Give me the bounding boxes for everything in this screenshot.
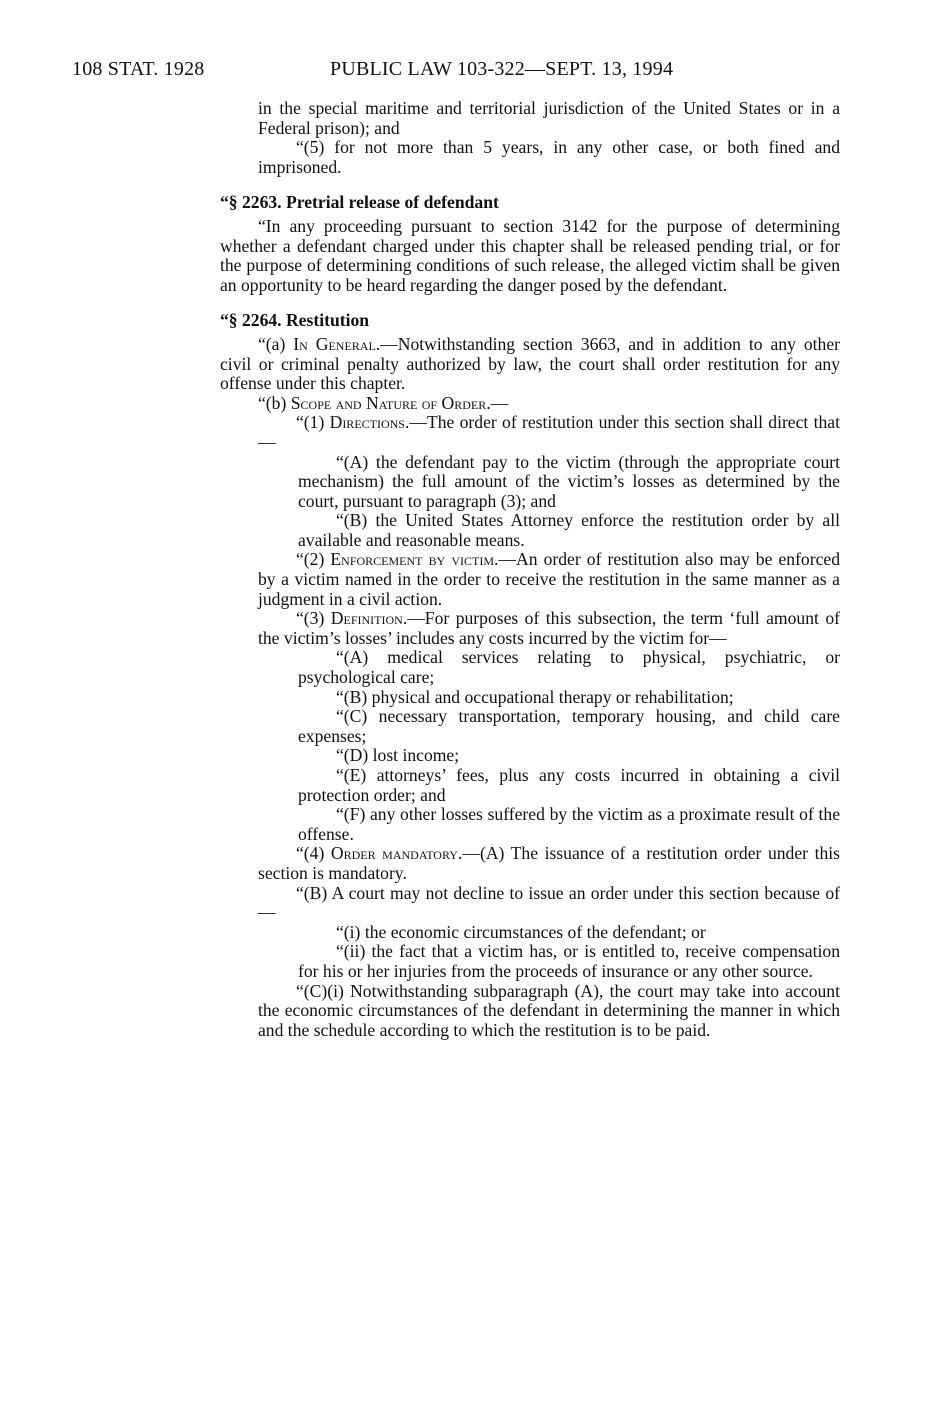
- paragraph-caption: Definition: [330, 608, 403, 629]
- paragraph-text: .—For purposes of this subsection, the term ‘full amount of the victim’s losses’ includes any costs incurred by the victim for—: [258, 608, 840, 648]
- paragraph-caption: In General: [293, 333, 376, 354]
- paragraph-continuation: in the special maritime and territorial jurisdiction of the United States or in a Federal prison); and: [258, 98, 840, 138]
- paragraph-item-5: “(5) for not more than 5 years, in any other case, or both fined and imprisoned.: [258, 137, 840, 177]
- subparagraph-b: “(B) A court may not decline to issue an order under this section because of—: [258, 882, 840, 923]
- paragraph-scope-nature: [220, 394, 840, 414]
- public-law-title: PUBLIC LAW 103-322—SEPT. 13, 1994: [330, 58, 674, 80]
- subparagraph-d: “(D) lost income;: [336, 745, 460, 766]
- paragraph-lead: “(1): [296, 412, 330, 433]
- section-heading-2264: “§ 2264. Restitution: [220, 310, 370, 331]
- paragraph-caption: Order mandatory: [330, 843, 458, 864]
- subparagraph-c-i: “(C)(i) Notwithstanding subparagraph (A), the court may take into account the economic circumstances of the defendant in determining the manner in which and the schedule according to which the restitution is to be paid.: [258, 980, 840, 1040]
- subparagraph-b: “(B) the United States Attorney enforce the restitution order by all available and reasonable means.: [298, 510, 840, 550]
- paragraph-lead: “(4): [296, 843, 331, 864]
- subparagraph-f: “(F) any other losses suffered by the victim as a proximate result of the offense.: [298, 804, 840, 844]
- subparagraph-a: “(A) the defendant pay to the victim (through the appropriate court mechanism) the full amount of the victim’s losses as determined by the court, pursuant to paragraph (3); and: [298, 451, 840, 511]
- paragraph-enforcement: [220, 550, 840, 609]
- paragraph-lead: “(3): [296, 608, 331, 629]
- paragraph-text: .—The order of restitution under this section shall direct that—: [258, 412, 840, 452]
- subparagraph-b: “(B) physical and occupational therapy or rehabilitation;: [336, 686, 734, 707]
- section-heading-2263: “§ 2263. Pretrial release of defendant: [220, 192, 499, 213]
- paragraph-lead: “(a): [258, 333, 294, 354]
- paragraph-in-general: [220, 335, 840, 394]
- clause-ii: “(ii) the fact that a victim has, or is entitled to, receive compensation for his or her injuries from the proceeds of insurance or any other source.: [298, 941, 840, 981]
- paragraph-order-mandatory: [220, 844, 840, 883]
- paragraph-lead: “(b): [258, 392, 291, 413]
- paragraph-pretrial-release: “In any proceeding pursuant to section 3142 for the purpose of determining whether a defendant charged under this chapter shall be released pending trial, or for the purpose of determining conditions of such release, the alleged victim shall be given an opportunity to be heard regarding the danger posed by the defendant.: [220, 215, 840, 295]
- paragraph-text: .—Notwithstanding section 3663, and in addition to any other civil or criminal penalty authorized by law, the court shall order restitution for any offense under this chapter.: [220, 333, 840, 394]
- subparagraph-e: “(E) attorneys’ fees, plus any costs incurred in obtaining a civil protection order; and: [298, 765, 840, 805]
- paragraph-caption: Scope and Nature of Order: [290, 392, 487, 413]
- paragraph-lead: “(2): [296, 549, 331, 570]
- paragraph-definition: [220, 609, 840, 648]
- paragraph-text: .—: [486, 392, 509, 413]
- paragraph-text: .—(A) The issuance of a restitution order under this section is mandatory.: [258, 843, 840, 883]
- document-body: [220, 99, 840, 1040]
- statute-page-citation: 108 STAT. 1928: [72, 58, 205, 80]
- paragraph-caption: Enforcement by victim: [330, 549, 495, 570]
- paragraph-directions: [220, 413, 840, 452]
- clause-i: “(i) the economic circumstances of the defendant; or: [336, 921, 706, 942]
- paragraph-caption: Directions: [329, 412, 405, 433]
- paragraph-text: .—An order of restitution also may be enforced by a victim named in the order to receive the restitution in the same manner as a judgment in a civil action.: [258, 549, 840, 609]
- subparagraph-c: “(C) necessary transportation, temporary housing, and child care expenses;: [298, 706, 840, 746]
- subparagraph-a: “(A) medical services relating to physical, psychiatric, or psychological care;: [298, 647, 840, 688]
